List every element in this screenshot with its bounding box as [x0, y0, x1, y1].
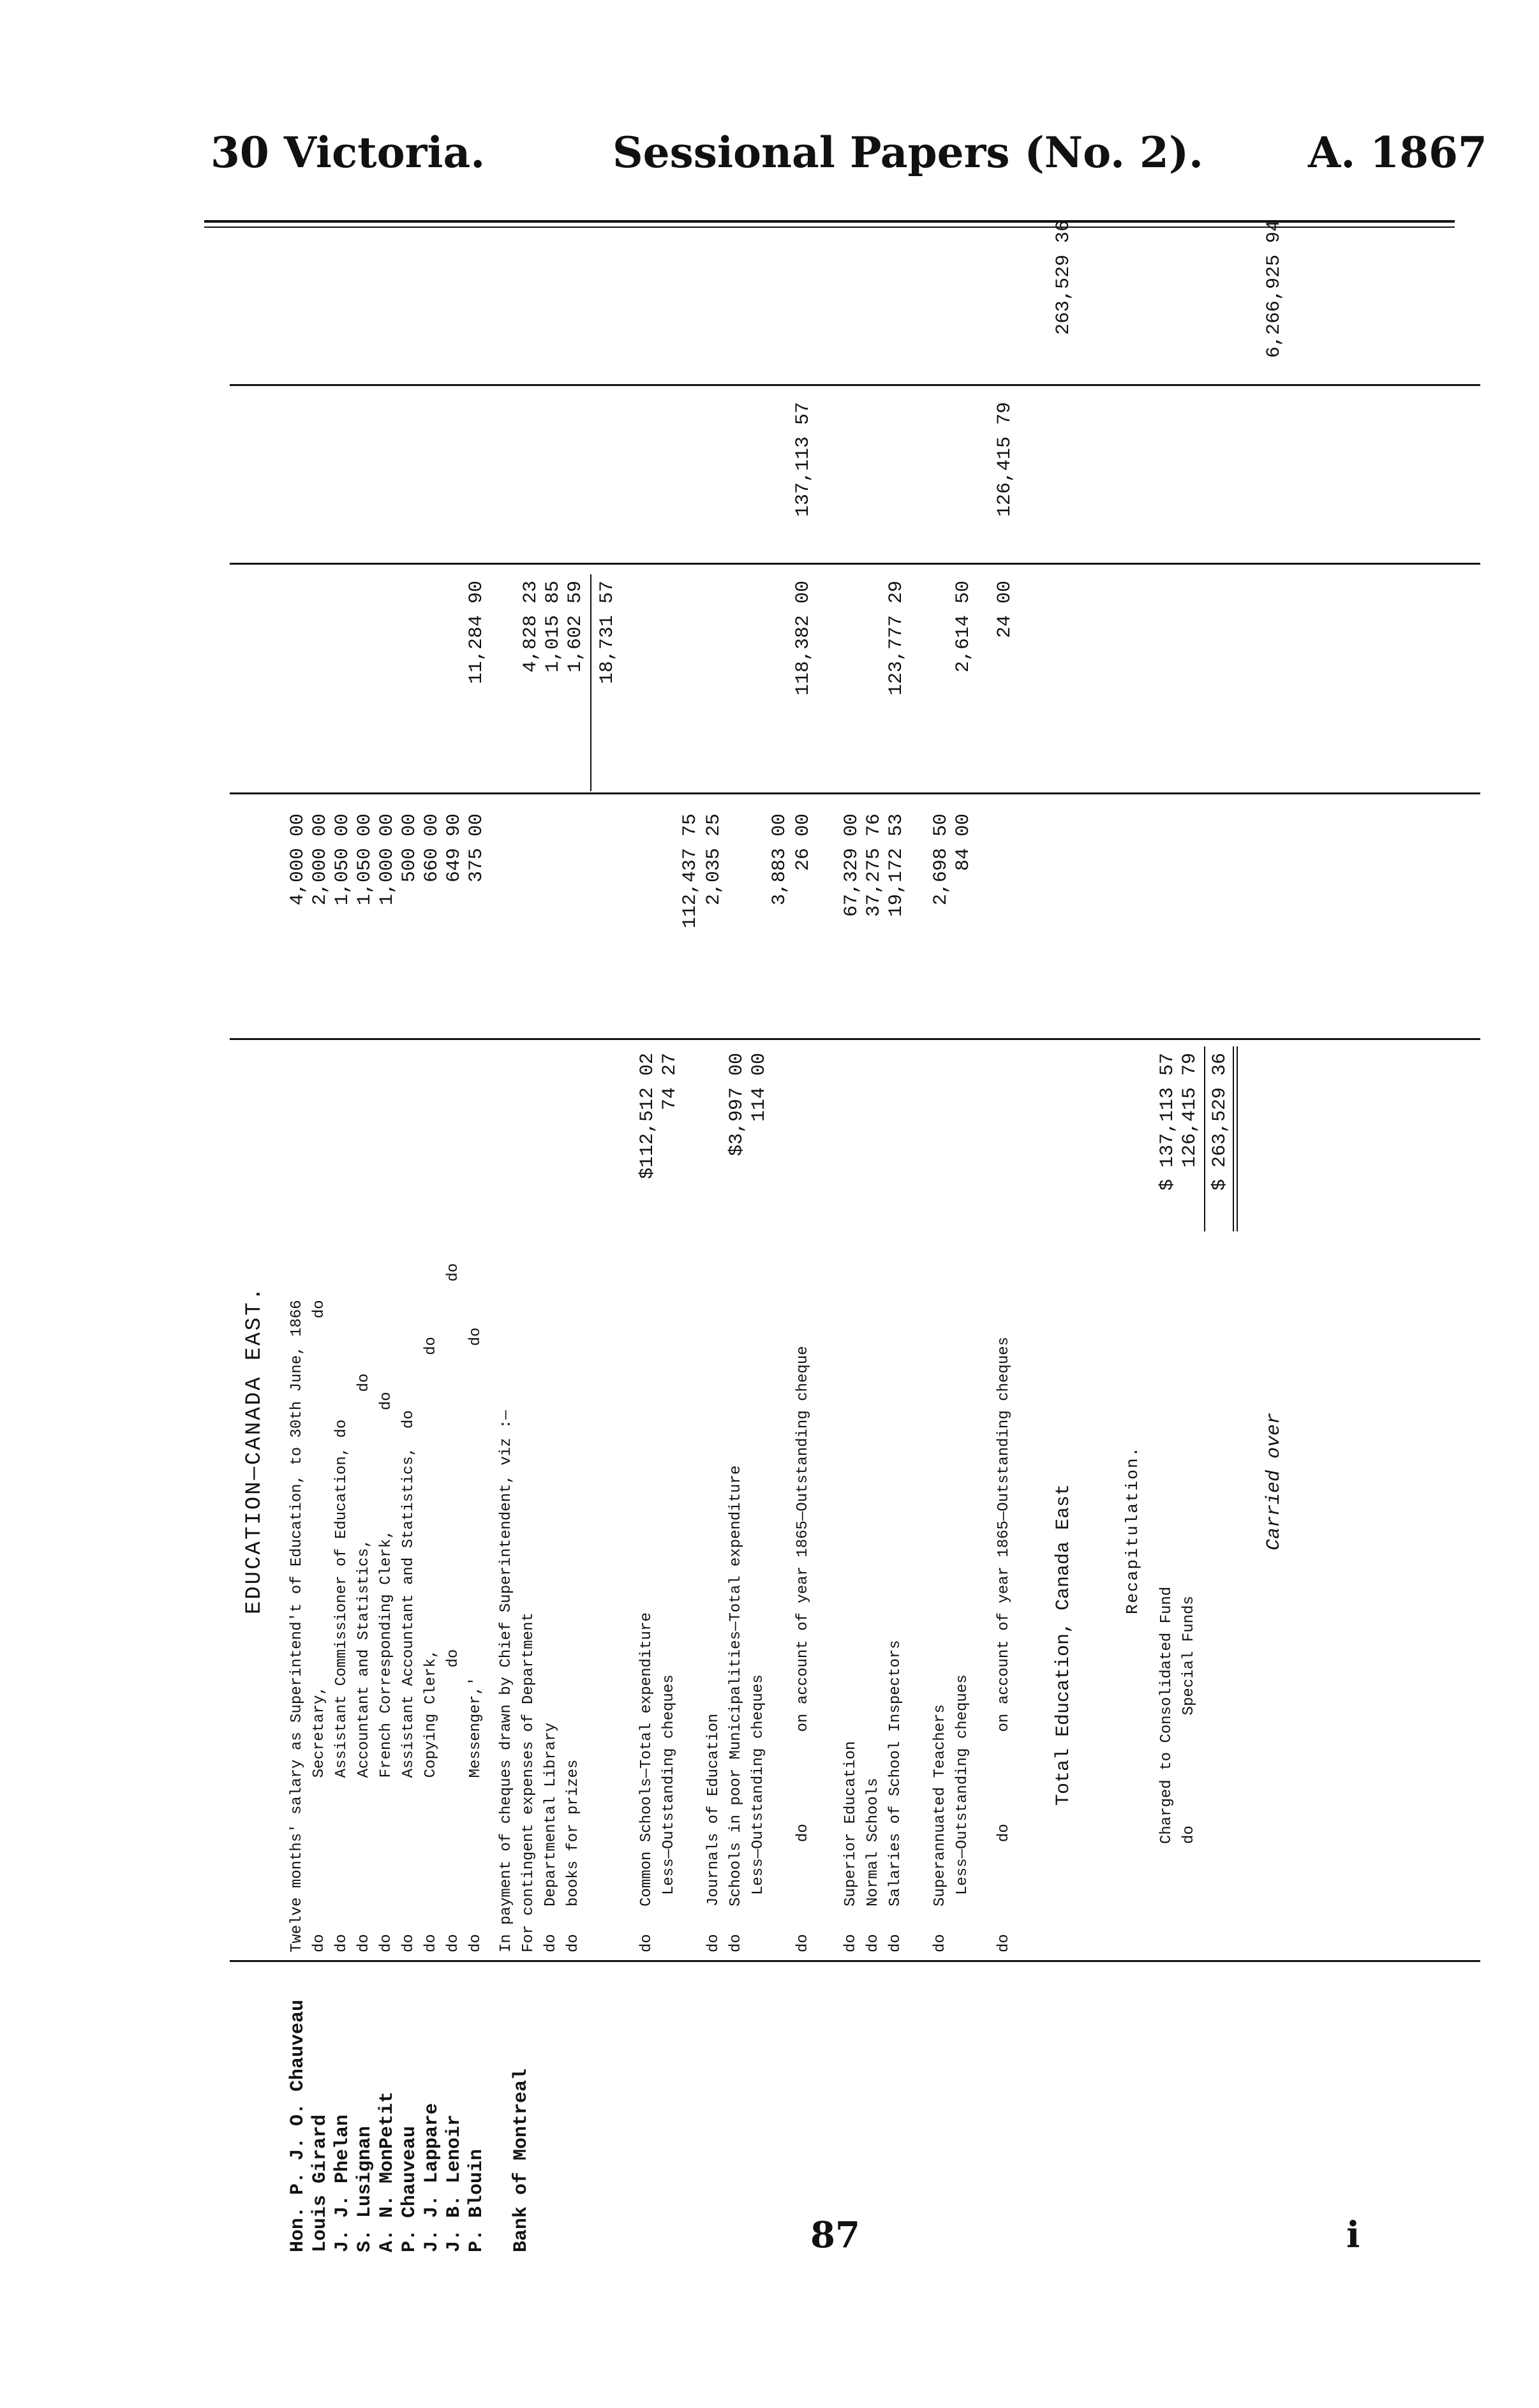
page-number: 87: [810, 2214, 860, 2256]
poor-municipalities-less: Less—Outstanding cheques: [750, 1674, 767, 1895]
payee-name: Bank of Montreal: [510, 2068, 532, 2252]
superior-desc: do Salaries of School Inspectors: [887, 1640, 904, 1952]
common-schools-total: $112,512 02: [637, 1053, 658, 1180]
recap-total: $ 263,529 36: [1209, 1053, 1231, 1191]
salary-desc: do Copying Clerk, do: [422, 1337, 440, 1952]
payee-name: S. Lusignan: [354, 2125, 376, 2252]
superior-amount: 67,329 00: [841, 814, 863, 918]
salary-amount: 1,050 00: [332, 814, 353, 906]
payee-name: Hon. P. J. O. Chauveau: [287, 1999, 309, 2252]
col-divider-amt2: [230, 563, 1480, 565]
recap-rule: [1204, 1046, 1205, 1231]
header-year: A. 1867: [1308, 128, 1487, 177]
superannuated-amount: 2,698 50: [930, 814, 952, 906]
superior-desc: do Superior Education: [842, 1741, 859, 1952]
salary-desc: do Assistant Commissioner of Education, do: [333, 1419, 350, 1952]
superior-desc: do Normal Schools: [865, 1778, 882, 1952]
recap-desc: do Special Funds: [1180, 1596, 1198, 1844]
header-title: Sessional Papers (No. 2).: [613, 128, 1204, 177]
contingent-amount: 1,602 59: [565, 581, 586, 673]
salary-amount: 375 00: [466, 814, 487, 883]
recap-double-rule: [1237, 1046, 1238, 1231]
outstanding-1865-desc: do do on account of year 1865—Outstanding cheque: [794, 1346, 812, 1952]
recap-desc: Charged to Consolidated Fund: [1158, 1586, 1175, 1844]
superannuated-desc: do Superannuated Teachers: [932, 1704, 949, 1952]
col-divider-amt1: [230, 792, 1480, 794]
common-schools-desc: do Common Schools—Total expenditure: [638, 1612, 655, 1952]
col-divider-amt3: [230, 384, 1480, 386]
payee-name: P. Blouin: [466, 2148, 487, 2252]
subtotal-c: 123,777 29: [886, 581, 907, 696]
outstanding-1865-b-desc: do do on account of year 1865—Outstanding cheques: [995, 1337, 1013, 1952]
total-b: 126,415 79: [994, 402, 1016, 517]
col-divider-desc: [230, 1038, 1480, 1040]
signature-mark: i: [1346, 2214, 1360, 2256]
superannuated-less: Less—Outstanding cheques: [954, 1674, 971, 1895]
salary-desc: Twelve months' salary as Superintend't of Education, to 30th June, 1866: [288, 1300, 306, 1952]
poor-municipalities-net: 3,883 00: [769, 814, 791, 906]
cheques-intro: In payment of cheques drawn by Chief Superintendent, viz :—: [498, 1410, 515, 1952]
subtotal-b: 118,382 00: [792, 581, 814, 696]
recap-double-rule: [1233, 1046, 1234, 1231]
subtotal-rule: [590, 574, 591, 791]
superior-amount: 19,172 53: [886, 814, 907, 918]
salary-desc: do Secretary, do: [311, 1300, 328, 1952]
poor-municipalities-desc: do Schools in poor Municipalities—Total expenditure: [727, 1465, 745, 1952]
salary-desc: do Messenger,' do: [467, 1327, 484, 1952]
salary-amount: 4,000 00: [287, 814, 309, 906]
payee-name: A. N. MonPetit: [376, 2091, 398, 2252]
salary-desc: do do do: [445, 1263, 462, 1952]
salary-amount: 2,000 00: [309, 814, 331, 906]
section-title: EDUCATION—CANADA EAST.: [242, 1286, 267, 1614]
payee-name: J. B. Lenoir: [443, 2114, 465, 2252]
contingent-desc: For contingent expenses of Department: [520, 1612, 537, 1952]
col-divider-names: [230, 1960, 1480, 1962]
total-education-desc: Total Education, Canada East: [1053, 1483, 1074, 1806]
salary-amount: 660 00: [421, 814, 443, 883]
superior-amount: 37,275 76: [863, 814, 885, 918]
rotated-ledger: [230, 211, 1480, 2252]
contingent-amount: 1,015 85: [542, 581, 564, 673]
total-a: 137,113 57: [792, 402, 814, 517]
salary-desc: do Accountant and Statistics, do: [355, 1373, 373, 1952]
superannuated-net: 2,614 50: [953, 581, 974, 673]
outstanding-1865-amount: 26 00: [792, 814, 814, 872]
carried-over-amount: 6,266,925 94: [1263, 220, 1285, 359]
carried-over-label: Carried over: [1263, 1412, 1285, 1550]
contingent-desc: do books for prizes: [565, 1759, 582, 1952]
subtotal-a: 18,731 57: [597, 581, 618, 685]
contingent-desc: do Departmental Library: [542, 1722, 560, 1952]
recap-amount: $ 137,113 57: [1157, 1053, 1178, 1191]
payee-name: P. Chauveau: [399, 2125, 420, 2252]
salary-amount: 1,000 00: [376, 814, 398, 906]
recap-amount: 126,415 79: [1179, 1053, 1201, 1168]
salary-desc: do French Corresponding Clerk, do: [378, 1392, 395, 1952]
salary-amount: 1,050 00: [354, 814, 376, 906]
salary-amount: 500 00: [399, 814, 420, 883]
common-schools-less: Less—Outstanding cheques: [660, 1674, 678, 1895]
journals-desc: do Journals of Education: [705, 1713, 722, 1952]
payee-name: Louis Girard: [309, 2114, 331, 2252]
poor-municipalities-less-amount: 114 00: [748, 1053, 770, 1122]
poor-municipalities-total: $3,997 00: [726, 1053, 748, 1157]
journals-amount: 2,035 25: [703, 814, 725, 906]
salary-desc: do Assistant Accountant and Statistics, do: [400, 1410, 417, 1952]
header-session: 30 Victoria.: [211, 128, 486, 177]
recap-title: Recapitulation.: [1123, 1445, 1142, 1614]
outstanding-1865-b-amount: 24 00: [994, 581, 1016, 639]
contingent-amount: 4,828 23: [520, 581, 542, 673]
total-education-amount: 263,529 36: [1053, 220, 1074, 336]
subtotal-salaries: 11,284 90: [466, 581, 487, 685]
payee-name: J. J. Lappare: [421, 2102, 443, 2252]
superannuated-less-amount: 84 00: [953, 814, 974, 872]
common-schools-net: 112,437 75: [680, 814, 701, 929]
payee-name: J. J. Phelan: [332, 2114, 353, 2252]
common-schools-less-amount: 74 27: [659, 1053, 681, 1111]
salary-amount: 649 90: [443, 814, 465, 883]
